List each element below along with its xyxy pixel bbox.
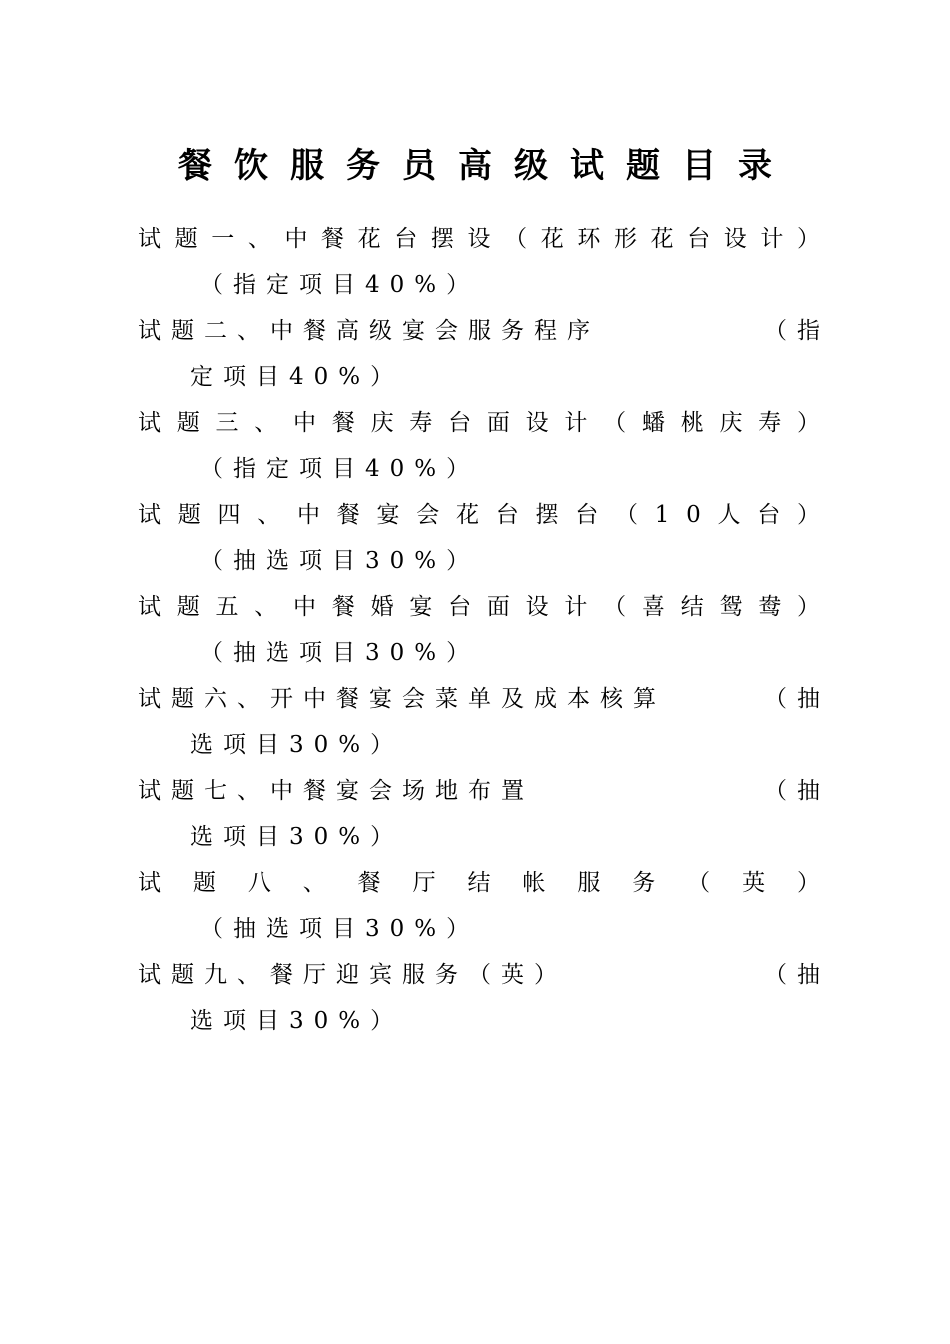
toc-entry-line2: （指定项目40%） (200, 272, 480, 298)
toc-entry-title: 试题八、餐厅结帐服务（英） (138, 870, 852, 896)
toc-entry-title: 试题九、餐厅迎宾服务（英） (138, 962, 567, 988)
toc-entry (138, 216, 834, 308)
toc-entry-line2: （抽选项目30%） (200, 640, 480, 666)
toc-entry (138, 492, 837, 584)
toc-entry-line1-tail: （指 (764, 318, 830, 344)
toc-entry (138, 308, 830, 400)
toc-entry-line2: 选项目30%） (190, 1008, 404, 1034)
toc-entry-line1 (138, 676, 830, 722)
toc-entry (138, 952, 830, 1044)
toc-entry-line1 (138, 768, 830, 814)
toc-entry-line1 (138, 860, 852, 906)
toc-entry (138, 768, 830, 860)
toc-entry-line1-tail: （抽 (764, 778, 830, 804)
toc-entry (138, 860, 852, 952)
toc-entry-title: 试题三、中餐庆寿台面设计（蟠桃庆寿） (138, 410, 836, 436)
toc-entry-line1-tail: （抽 (764, 686, 830, 712)
toc-entry-line2: 选项目30%） (190, 824, 404, 850)
toc-entry-line1 (138, 308, 830, 354)
toc-entry-line2: （抽选项目30%） (200, 548, 480, 574)
toc-entry-line1 (138, 492, 837, 538)
table-of-contents (138, 216, 852, 1044)
toc-entry-line2: 定项目40%） (190, 364, 404, 390)
toc-entry-line2: （指定项目40%） (200, 456, 480, 482)
toc-entry-title: 试题四、中餐宴会花台摆台（10人台） (138, 502, 837, 528)
toc-entry-line1 (138, 584, 836, 630)
toc-entry-line1 (138, 400, 836, 446)
toc-entry-title: 试题七、中餐宴会场地布置 (138, 778, 534, 804)
document-title: 餐饮服务员高级试题目录 (178, 145, 794, 186)
toc-entry-title: 试题二、中餐高级宴会服务程序 (138, 318, 600, 344)
toc-entry-line1-tail: （抽 (764, 962, 830, 988)
toc-entry-line2: 选项目30%） (190, 732, 404, 758)
toc-entry-title: 试题五、中餐婚宴台面设计（喜结鸳鸯） (138, 594, 836, 620)
toc-entry-title: 试题一、中餐花台摆设（花环形花台设计） (138, 226, 834, 252)
toc-entry-line1 (138, 216, 834, 262)
toc-entry (138, 584, 836, 676)
toc-entry (138, 400, 836, 492)
toc-entry-line1 (138, 952, 830, 998)
toc-entry-title: 试题六、开中餐宴会菜单及成本核算 (138, 686, 666, 712)
toc-entry-line2: （抽选项目30%） (200, 916, 480, 942)
toc-entry (138, 676, 830, 768)
